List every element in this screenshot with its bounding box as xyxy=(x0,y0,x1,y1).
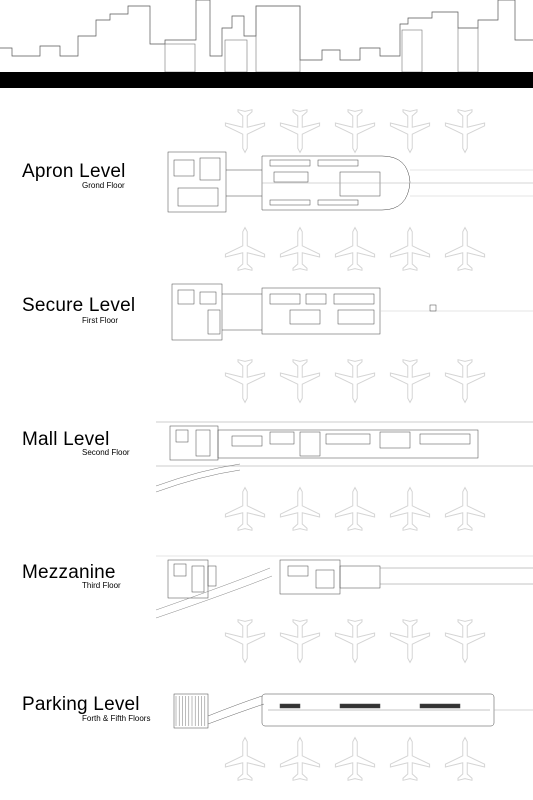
aircraft-outline xyxy=(335,110,374,153)
mall-level-plan xyxy=(156,422,533,492)
aircraft-outline xyxy=(280,360,319,403)
aircraft-outline xyxy=(225,360,264,403)
level-title-mall: Mall Level xyxy=(22,429,110,450)
parking-level-plan xyxy=(174,694,533,728)
level-subtitle-parking: Forth & Fifth Floors xyxy=(82,714,151,723)
aircraft-outline xyxy=(445,738,484,781)
aircraft-outline xyxy=(335,360,374,403)
aircraft-outline xyxy=(390,110,429,153)
aircraft-outline xyxy=(335,620,374,663)
aircraft-outline xyxy=(335,738,374,781)
level-title-apron: Apron Level xyxy=(22,161,126,182)
aircraft-outline xyxy=(390,488,429,531)
aircraft-outline xyxy=(335,228,374,271)
aircraft-outline xyxy=(225,738,264,781)
aircraft-outline xyxy=(225,228,264,271)
ground-bar xyxy=(0,72,533,88)
mezzanine-plan xyxy=(156,556,533,618)
level-subtitle-apron: Grond Floor xyxy=(82,181,125,190)
aircraft-outline xyxy=(390,620,429,663)
aircraft-outline xyxy=(225,110,264,153)
level-subtitle-secure: First Floor xyxy=(82,316,118,325)
aircraft-outline xyxy=(225,620,264,663)
aircraft-outline xyxy=(280,228,319,271)
aircraft-outline xyxy=(445,110,484,153)
aircraft-outline xyxy=(445,488,484,531)
aircraft-outline xyxy=(280,738,319,781)
level-title-mezzanine: Mezzanine xyxy=(22,562,116,583)
aircraft-outline xyxy=(280,488,319,531)
aircraft-outline xyxy=(390,738,429,781)
aircraft-outline xyxy=(280,110,319,153)
level-subtitle-mezzanine: Third Floor xyxy=(82,581,121,590)
aircraft-outline xyxy=(445,228,484,271)
aircraft-outline xyxy=(335,488,374,531)
aircraft-outline xyxy=(390,228,429,271)
aircraft-outline xyxy=(225,488,264,531)
aircraft-outline xyxy=(280,620,319,663)
level-title-secure: Secure Level xyxy=(22,295,136,316)
level-subtitle-mall: Second Floor xyxy=(82,448,130,457)
aircraft-outline xyxy=(445,620,484,663)
level-title-parking: Parking Level xyxy=(22,694,140,715)
aircraft-outline xyxy=(390,360,429,403)
aircraft-outline xyxy=(445,360,484,403)
secure-level-plan xyxy=(172,284,533,340)
apron-level-plan xyxy=(168,152,533,212)
